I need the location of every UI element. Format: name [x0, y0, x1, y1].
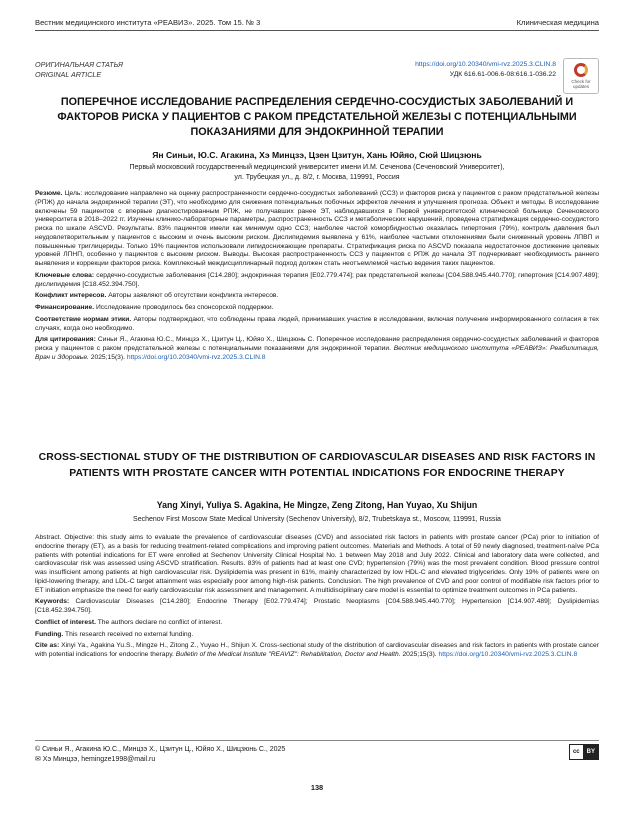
affiliation-en: Sechenov First Moscow State Medical University (Sechenov University), 8/2, Trubetskaya st., Moscow, 119991, Russia	[133, 516, 501, 523]
abstract-ru-text: Цель: исследование направлено на оценку распространенности сердечно-сосудистых заболеваний (ССЗ) и факторов риска у пациентов с раком предстательной железы (РПЖ) до начала эндокринной терапии (ЭТ), что необходимо для снижения потенциальных побочных эффектов лечения и улучшения прогноза. Объект и методы. В исследование включены 59 пациентов с впервые диагностированным РПЖ, не получавших ранее ЭТ, наблюдавшихся в Первой университетской клинической больнице Сеченовского университета в 2018–2022 гг. Изучены клинико-лабораторные параметры, распространенность ССЗ и метаболических нарушений, проведена стратификация сердечно-сосудистого риска по шкале ASCVD. Результаты. 83% пациентов имели как минимум одно ССЗ; наиболее частой коморбидностью оказалась гипертония (79%), контроль давления был неудовлетворительным у пациентов с высоким и очень высоким риском. Дислипидемия выявлена у 61%, наиболее частыми отклонениями были сниженный уровень ЛПВП и повышенные триглицериды. Только 19% пациентов использовали липидоснижающие препараты. Стратификация риска по ASCVD показала недостаточное достижение целевых уровней ЛПНП, особенно у пациентов с высоким риском. Выводы. Высокая распространенность ССЗ у пациентов с РПЖ до начала ЭТ подчеркивает необходимость раннего выявления и коррекции факторов риска. Комплексный междисциплинарный подход должен стать неотъемлемой частью ведения таких пациентов.	[35, 190, 599, 267]
article-type-ru: ОРИГИНАЛЬНАЯ СТАТЬЯ	[35, 60, 123, 69]
keywords-ru	[35, 272, 599, 290]
funding-en-label: Funding.	[35, 630, 64, 638]
citation-en-tail: 2025;15(3).	[402, 651, 437, 658]
cc-by-license-badge[interactable]	[569, 744, 599, 760]
crossmark-icon	[574, 63, 588, 77]
abstract-block-ru	[35, 190, 599, 366]
cc-icon: cc	[570, 745, 584, 759]
affiliation-ru	[35, 163, 599, 183]
doi-link[interactable]: https://doi.org/10.20340/vmi-rvz.2025.3.CLIN.8	[415, 61, 556, 68]
badge-line1: Check for	[571, 79, 591, 84]
citation-ru-tail: 2025;15(3).	[90, 353, 125, 361]
udc-code: УДК 616.61-006.6-08:616.1-036.22	[449, 71, 556, 78]
funding-ru	[35, 304, 599, 313]
title-en: CROSS-SECTIONAL STUDY OF THE DISTRIBUTION OF CARDIOVASCULAR DISEASES AND RISK FACTORS IN PATIENTS WITH PROSTATE CANCER WITH POTENTIAL INDICATIONS FOR ENDOCRINE THERAPY	[38, 452, 596, 479]
check-for-updates-badge[interactable]	[563, 58, 599, 94]
citation-ru-text: Синьи Я., Агакина Ю.С., Минцзэ Х., Цзитун Ц., Юйяо Х., Шицзюнь С. Поперечное исследование распределения сердечно-сосудистых заболеваний и факторов риска у пациентов с раком предстательной железы с потенциальными показаниями для эндокринной терапии.	[35, 336, 599, 352]
conflict-en	[35, 619, 599, 628]
ethics-ru-text: Авторы подтверждают, что соблюдены права людей, принимавших участие в исследовании, включая получение информированного согласия в тех случаях, когда оно необходимо.	[35, 315, 599, 332]
journal-name: Вестник медицинского института «РЕАВИЗ». 2025. Том 15. № 3	[35, 18, 261, 27]
citation-ru	[35, 336, 599, 362]
copyright-text: © Синьи Я., Агакина Ю.С., Минцзэ Х., Цзитун Ц., Юйяо Х., Шицзюнь С., 2025	[35, 746, 286, 753]
conflict-ru-text: Авторы заявляют об отсутствии конфликта интересов.	[108, 292, 279, 300]
affiliation-ru-line1: Первый московский государственный медицинский университет имени И.М. Сеченова (Сеченовский Университет),	[129, 164, 505, 171]
ethics-ru-label: Соответствие нормам этики.	[35, 315, 132, 323]
conflict-ru-label: Конфликт интересов.	[35, 292, 107, 300]
badge-line2: updates	[572, 84, 589, 89]
abstract-block-en	[35, 534, 599, 663]
contact-email[interactable]: ✉ Хэ Минцзэ, hemingze1998@mail.ru	[35, 756, 156, 763]
abstract-en-text: Objective: this study aims to evaluate the prevalence of cardiovascular diseases (CVD) and associated risk factors in patients with prostate cancer (PCa) prior to initiation of endocrine therapy (ET), as a basis for reducing treatment-related complications and improving patient outcomes. Materials and Methods. A total of 59 newly diagnosed, treatment-naïve PCa patients with potential indications for ET were enrolled at Sechenov University Clinical Hospital No. 1 between May 2018 and July 2022. Clinical and laboratory data were collected, and cardiovascular risk was assessed using ASCVD stratification. Results. 83% of patients had at least one CVD; hypertension (79%) was the most prevalent condition. Blood pressure control was insufficient among patients at high cardiovascular risk. Dyslipidemia was present in 61%, mainly characterized by low HDL-C and elevated triglycerides. Only 19% of patients were on lipid-lowering therapy, and LDL-C target attainment was especially poor among high-risk patients. Conclusion. The high prevalence of CVD and poor control of modifiable risk factors prior to ET initiation emphasize the need for early cardiovascular risk assessment and management. A multidisciplinary care model is essential to optimize treatment outcomes in PCa patients.	[35, 534, 599, 594]
abstract-en	[35, 534, 599, 595]
article-type	[35, 60, 123, 80]
authors-ru: Ян Синьи, Ю.С. Агакина, Хэ Минцзэ, Цзен Цзитун, Хань Юйяо, Сюй Шицзюнь	[152, 150, 482, 160]
by-icon: BY	[584, 745, 598, 759]
citation-en-label: Cite as:	[35, 642, 60, 650]
article-ids	[415, 60, 556, 80]
section-name: Клиническая медицина	[516, 18, 599, 27]
conflict-en-text: The authors declare no conflict of interest.	[97, 618, 223, 626]
funding-ru-label: Финансирование.	[35, 304, 95, 311]
citation-ru-journal: Вестник медицинского института «РЕАВИЗ»: Реабилитация, Врач и Здоровье.	[35, 345, 599, 361]
citation-en	[35, 642, 599, 660]
conflict-ru	[35, 292, 599, 301]
citation-ru-label: Для цитирования:	[35, 336, 96, 344]
ethics-ru	[35, 316, 599, 334]
citation-en-journal: Bulletin of the Medical Institute "REAVIZ": Rehabilitation, Doctor and Health.	[175, 651, 401, 658]
abstract-ru	[35, 190, 599, 269]
header-rule	[35, 30, 599, 31]
funding-en-text: This research received no external funding.	[64, 630, 194, 638]
page-number: 138	[310, 783, 324, 792]
keywords-en-label: Keywords:	[35, 598, 70, 606]
abstract-en-label: Abstract.	[35, 534, 62, 541]
citation-en-doi-link[interactable]: https://doi.org/10.20340/vmi-rvz.2025.3.CLIN.8	[438, 651, 578, 658]
funding-ru-text: Исследование проводилось без спонсорской поддержки.	[95, 304, 274, 311]
authors-en: Yang Xinyi, Yuliya S. Agakina, He Mingze, Zeng Zitong, Han Yuyao, Xu Shijun	[156, 500, 478, 510]
title-ru: ПОПЕРЕЧНОЕ ИССЛЕДОВАНИЕ РАСПРЕДЕЛЕНИЯ СЕРДЕЧНО-СОСУДИСТЫХ ЗАБОЛЕВАНИЙ И ФАКТОРОВ РИСКА У ПАЦИЕНТОВ С РАКОМ ПРЕДСТАТЕЛЬНОЙ ЖЕЛЕЗЫ С ПОТЕНЦИАЛЬНЫМИ ПОКАЗАНИЯМИ ДЛЯ ЭНДОКРИННОЙ ТЕРАПИИ	[57, 96, 577, 138]
running-header	[35, 18, 599, 27]
funding-en	[35, 631, 599, 640]
keywords-en	[35, 598, 599, 616]
keywords-ru-text: сердечно-сосудистые заболевания [C14.280]; эндокринная терапия [E02.779.474]; рак предстательной железы [C04.588.945.440.770]; гипертония [C14.907.489]; дислипидемия [C18.452.394.750].	[35, 271, 599, 288]
conflict-en-label: Conflict of interest.	[35, 618, 96, 626]
abstract-ru-label: Резюме.	[35, 190, 63, 197]
keywords-en-text: Cardiovascular Diseases [C14.280]; Endocrine Therapy [E02.779.474]; Prostatic Neoplasms [C04.588.945.440.770]; Hypertension [C14.907.489]; Dyslipidemias [C18.452.394.750].	[35, 598, 599, 614]
footer-copyright	[35, 745, 285, 765]
citation-en-text: Xinyi Ya., Agakina Yu.S., Mingze H., Zitong Z., Yuyao H., Shijun X. Cross-sectional study of the distribution of cardiovascular diseases and risk factors in patients with prostate cancer with potential indications for endocrine therapy.	[35, 642, 599, 658]
keywords-ru-label: Ключевые слова:	[35, 271, 95, 279]
article-type-en: ORIGINAL ARTICLE	[35, 70, 102, 79]
citation-ru-doi-link[interactable]: https://doi.org/10.20340/vmi-rvz.2025.3.CLIN.8	[126, 353, 266, 361]
affiliation-ru-line2: ул. Трубецкая ул., д. 8/2, г. Москва, 119991, Россия	[234, 174, 400, 181]
footer-rule	[35, 740, 599, 741]
